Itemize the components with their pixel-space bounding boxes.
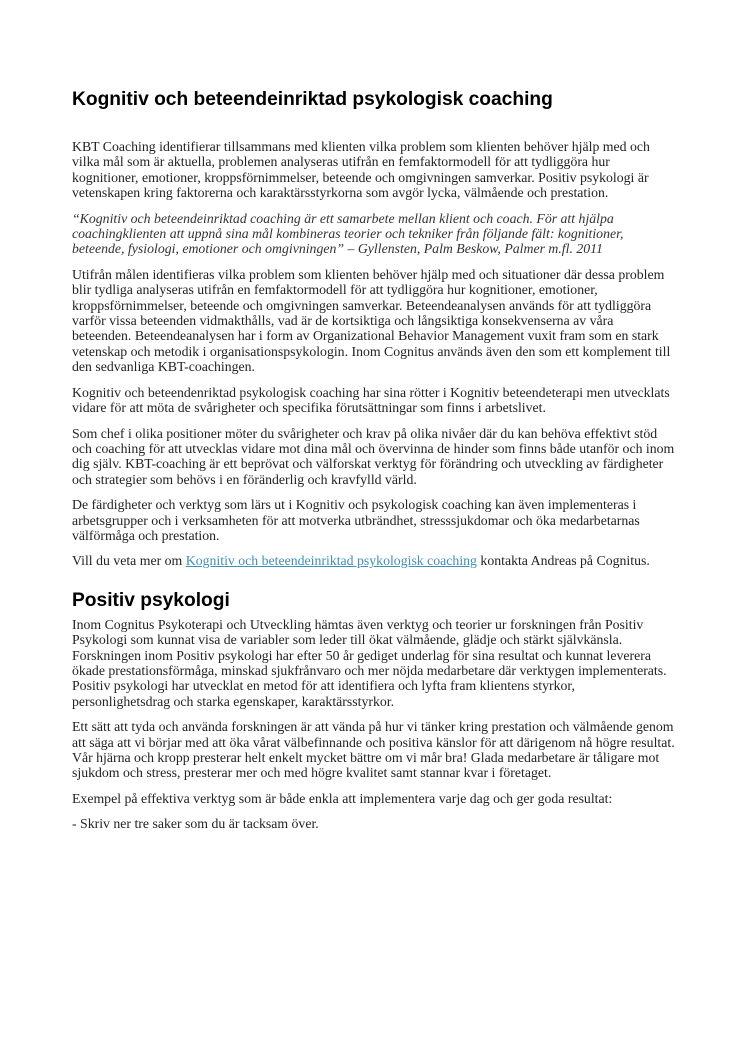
paragraph-positive-wellbeing: Ett sätt att tyda och använda forskningen är att vända på hur vi tänker kring prestation och välmående genom att säga att vi börjar med att öka vårat välbefinnande och positiva känslor för att därigenom nå högre resultat. Vår hjärna och kropp presterar helt enkelt mycket bättre om vi mår bra! Glada medarbetare är tåligare mot sjukdom och stress, presterar mer och med högre kvalitet samt stannar kvar i företaget. <box>72 719 675 781</box>
contact-text-after: kontakta Andreas på Cognitus. <box>476 553 650 569</box>
paragraph-manager: Som chef i olika positioner möter du svårigheter och krav på olika nivåer där du kan behöva effektivt stöd och coaching för att utvecklas vidare mot dina mål och övervinna de hinder som finns både utanför och inom dig själv. KBT-coaching är ett beprövat och välforskat verktyg för förändring och utveckling av färdigheter och strategier som behövs i en föränderlig och kravfylld värld. <box>72 425 675 487</box>
list-item-gratitude: - Skriv ner tre saker som du är tacksam över. <box>72 816 319 832</box>
paragraph-intro: KBT Coaching identifierar tillsammans med klienten vilka problem som klienten behöver hjälp med och vilka mål som är aktuella, problemen analyseras utifrån en femfaktormodell för att tydliggöra hur kognitioner, emotioner, kroppsförnimmelser, beteende och omgivningen samverkar. Positiv psykologi är vetenskapen kring faktorerna och karaktärsstyrkorna som avgör lycka, välmående och prestation. <box>72 139 650 201</box>
paragraph-skills: De färdigheter och verktyg som lärs ut i Kognitiv och psykologisk coaching kan även implementeras i arbetsgrupper och i verksamheten för att motverka utbrändhet, stresssjukdomar och öka medarbetarnas välförmåga och prestation. <box>72 497 640 543</box>
paragraph-contact <box>72 553 676 568</box>
paragraph-tools-intro: Exempel på effektiva verktyg som är både enkla att implementera varje dag och ger goda resultat: <box>72 790 613 806</box>
contact-text-before: Vill du veta mer om <box>72 553 186 569</box>
quote-paragraph: “Kognitiv och beteendeinriktad coaching är ett samarbete mellan klient och coach. För att hjälpa coachingklienten att uppnå sina mål kombineras teorier och tekniker från följande fält: kognitioner, beteende, fysiologi, emotioner och omgivningen” – Gyllensten, Palm Beskow, Palmer m.fl. 2011 <box>72 210 624 257</box>
page-title: Kognitiv och beteendeinriktad psykologisk coaching <box>72 89 553 110</box>
paragraph-analysis: Utifrån målen identifieras vilka problem som klienten behöver hjälp med och situationer där dessa problem blir tydliga analyseras utifrån en femfaktormodell för att tydliggöra hur kognitioner, emotioner, kroppsförnimmelser, beteende och omgivningen samverkar. Beteendeanalysen används för att tydliggöra varför vissa beteenden vidmakthålls, vad är de kortsiktiga och långsiktiga konsekvenserna av våra beteenden. Beteendeanalysen har i form av Organizational Behavior Management vuxit fram som en stark vetenskap och metodik i organisationspsykologin. Inom Cognitus används även den som ett komplement till den sedvanliga KBT-coachingen. <box>72 266 671 375</box>
coaching-link[interactable]: Kognitiv och beteendeinriktad psykologisk coaching <box>185 553 477 569</box>
paragraph-positive-intro: Inom Cognitus Psykoterapi och Utveckling hämtas även verktyg och teorier ur forskningen från Positiv Psykologi som kunnat visa de variabler som leder till ökat välmående, glädje och stärkt självkänsla. Forskningen inom Positiv psykologi har efter 50 år gediget underlag för sina resultat och kunnat leverera ökade prestationsförmåga, minskad sjukfrånvaro och mer nöjda medarbetare där verktygen implementerats. Positiv psykologi har utvecklat en metod för att identifiera och lyfta fram klientens styrkor, personlighetsdrag och starka egenskaper, karaktärsstyrkor. <box>72 616 667 709</box>
section-heading-positive-psychology: Positiv psykologi <box>72 589 230 611</box>
paragraph-roots: Kognitiv och beteendenriktad psykologisk coaching har sina rötter i Kognitiv beteendeterapi men utvecklats vidare för att möta de svårigheter och specifika förutsättningar som finns i arbetslivet. <box>72 384 670 416</box>
document-content <box>72 89 676 842</box>
